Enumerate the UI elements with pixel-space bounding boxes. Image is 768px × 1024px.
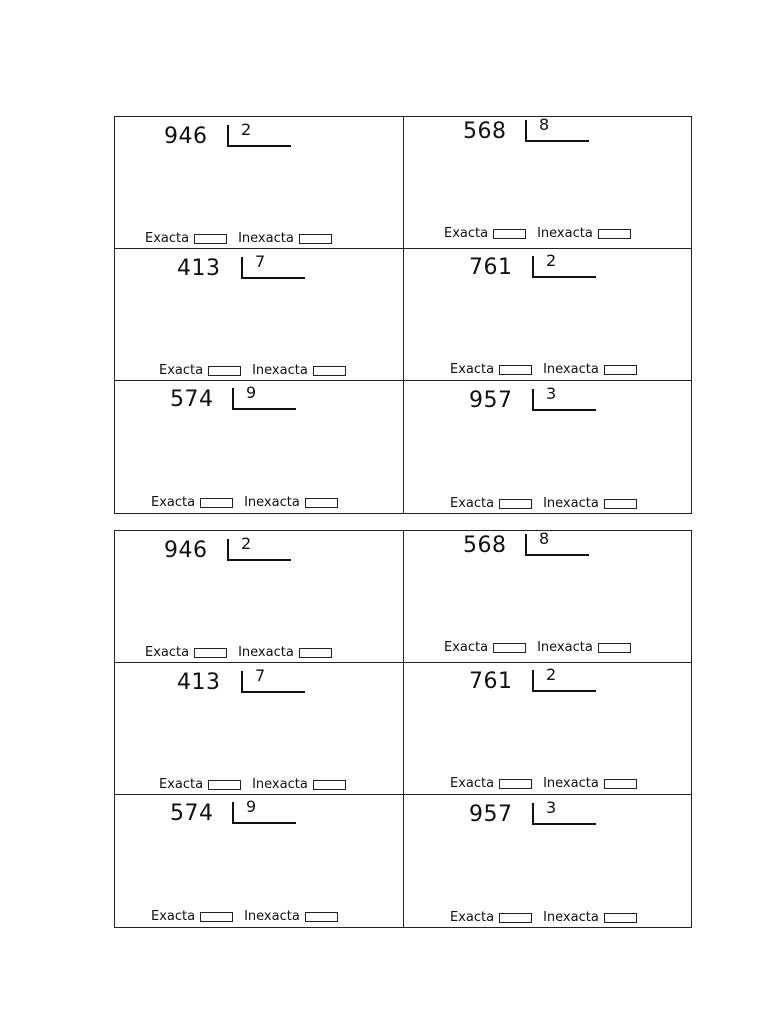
division-bracket (532, 384, 596, 411)
dividend: 957 (469, 802, 513, 827)
inexact-label: Inexacta (252, 777, 308, 792)
inexact-label: Inexacta (537, 640, 593, 655)
division-bracket (232, 383, 296, 410)
inexact-label: Inexacta (543, 776, 599, 791)
exact-checkbox[interactable] (194, 648, 227, 658)
division-bracket (532, 251, 596, 278)
divisor: 2 (241, 534, 252, 553)
exact-checkbox[interactable] (200, 498, 233, 508)
exact-label: Exacta (151, 495, 196, 510)
dividend: 574 (170, 801, 214, 826)
answer-options (145, 646, 332, 659)
answer-options (450, 363, 637, 376)
exact-label: Exacta (151, 909, 196, 924)
dividend: 568 (463, 119, 507, 144)
dividend: 413 (177, 670, 221, 695)
answer-options (450, 911, 637, 924)
answer-options (145, 232, 332, 245)
exact-label: Exacta (444, 226, 489, 241)
exact-checkbox[interactable] (499, 913, 532, 923)
exact-label: Exacta (444, 640, 489, 655)
exact-checkbox[interactable] (493, 643, 526, 653)
divisor: 2 (546, 665, 557, 684)
inexact-checkbox[interactable] (604, 365, 637, 375)
exact-checkbox[interactable] (208, 780, 241, 790)
exact-checkbox[interactable] (194, 234, 227, 244)
dividend: 946 (164, 538, 208, 563)
inexact-checkbox[interactable] (604, 913, 637, 923)
division-problem (115, 531, 403, 663)
dividend: 761 (469, 255, 513, 280)
dividend: 568 (463, 533, 507, 558)
inexact-label: Inexacta (252, 363, 308, 378)
inexact-checkbox[interactable] (604, 779, 637, 789)
answer-options (444, 641, 631, 654)
exact-label: Exacta (159, 363, 204, 378)
inexact-label: Inexacta (238, 231, 294, 246)
answer-options (444, 227, 631, 240)
division-bracket (227, 120, 291, 147)
inexact-label: Inexacta (244, 909, 300, 924)
division-problem (404, 381, 692, 513)
inexact-label: Inexacta (238, 645, 294, 660)
exact-label: Exacta (145, 231, 190, 246)
answer-options (450, 777, 637, 790)
inexact-checkbox[interactable] (305, 498, 338, 508)
divisor: 2 (241, 120, 252, 139)
inexact-checkbox[interactable] (305, 912, 338, 922)
division-bracket (232, 797, 296, 824)
inexact-label: Inexacta (543, 910, 599, 925)
dividend: 946 (164, 124, 208, 149)
inexact-label: Inexacta (537, 226, 593, 241)
inexact-label: Inexacta (543, 362, 599, 377)
division-bracket (227, 534, 291, 561)
inexact-label: Inexacta (543, 496, 599, 511)
division-bracket (525, 529, 589, 556)
divisor: 9 (246, 383, 257, 402)
inexact-checkbox[interactable] (598, 229, 631, 239)
division-bracket (241, 252, 305, 279)
division-bracket (525, 115, 589, 142)
division-problem (404, 117, 692, 249)
division-sheet (114, 530, 692, 928)
exact-checkbox[interactable] (499, 779, 532, 789)
inexact-checkbox[interactable] (299, 648, 332, 658)
answer-options (159, 364, 346, 377)
exact-label: Exacta (145, 645, 190, 660)
answer-options (151, 496, 338, 509)
division-sheet (114, 116, 692, 514)
division-problem (115, 663, 403, 795)
divisor: 3 (546, 384, 557, 403)
exact-checkbox[interactable] (208, 366, 241, 376)
division-problem (115, 117, 403, 249)
exact-label: Exacta (159, 777, 204, 792)
inexact-checkbox[interactable] (313, 366, 346, 376)
divisor: 8 (539, 529, 550, 548)
exact-label: Exacta (450, 496, 495, 511)
inexact-checkbox[interactable] (604, 499, 637, 509)
exact-checkbox[interactable] (493, 229, 526, 239)
divisor: 3 (546, 798, 557, 817)
inexact-checkbox[interactable] (299, 234, 332, 244)
division-problem (404, 663, 692, 795)
divisor: 8 (539, 115, 550, 134)
division-problem (404, 531, 692, 663)
answer-options (450, 497, 637, 510)
dividend: 957 (469, 388, 513, 413)
division-problem (115, 381, 403, 513)
division-problem (115, 795, 403, 927)
dividend: 761 (469, 669, 513, 694)
inexact-label: Inexacta (244, 495, 300, 510)
division-bracket (532, 798, 596, 825)
division-problem (404, 249, 692, 381)
exact-label: Exacta (450, 910, 495, 925)
exact-label: Exacta (450, 362, 495, 377)
division-problem (115, 249, 403, 381)
division-bracket (241, 666, 305, 693)
inexact-checkbox[interactable] (313, 780, 346, 790)
exact-checkbox[interactable] (200, 912, 233, 922)
exact-checkbox[interactable] (499, 499, 532, 509)
division-bracket (532, 665, 596, 692)
dividend: 413 (177, 256, 221, 281)
divisor: 9 (246, 797, 257, 816)
exact-label: Exacta (450, 776, 495, 791)
dividend: 574 (170, 387, 214, 412)
inexact-checkbox[interactable] (598, 643, 631, 653)
divisor: 2 (546, 251, 557, 270)
answer-options (151, 910, 338, 923)
divisor: 7 (255, 252, 266, 271)
division-problem (404, 795, 692, 927)
exact-checkbox[interactable] (499, 365, 532, 375)
divisor: 7 (255, 666, 266, 685)
answer-options (159, 778, 346, 791)
